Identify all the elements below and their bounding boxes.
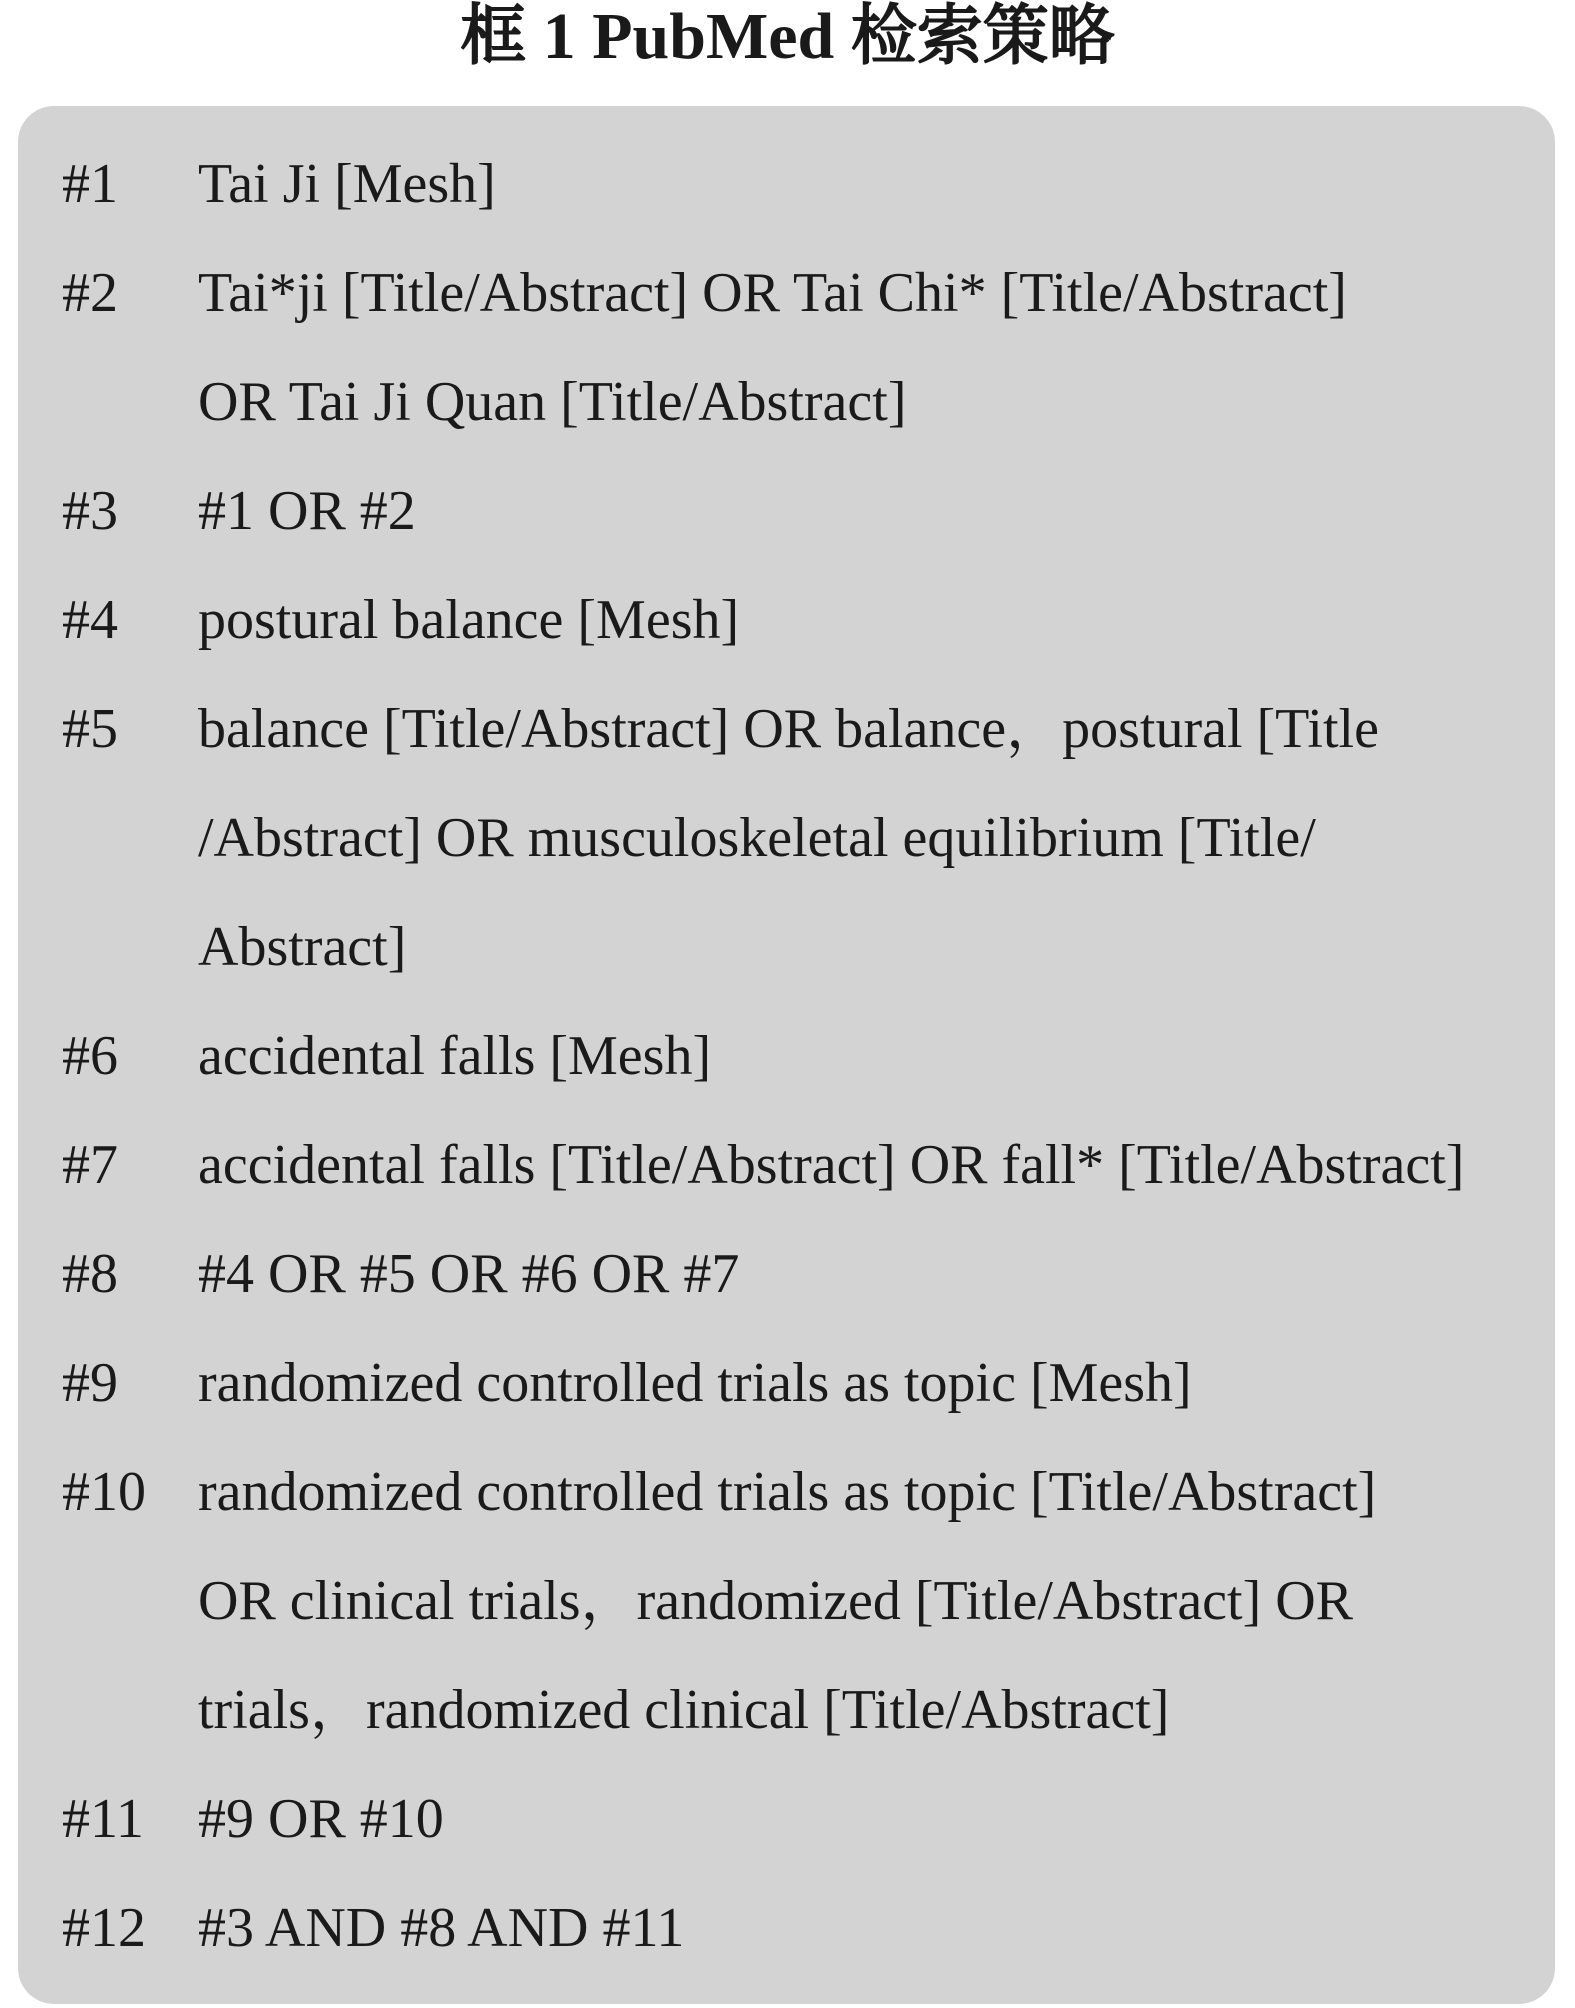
search-step [62, 1874, 1502, 1983]
search-step [62, 1765, 1502, 1874]
step-query: balance [Title/Abstract] OR balance，postural [Title /Abstract] OR musculoskeletal equilibrium [Title/ Abstract] [198, 698, 1379, 978]
search-step [62, 1111, 1502, 1220]
step-query: Tai*ji [Title/Abstract] OR Tai Chi* [Title/Abstract] OR Tai Ji Quan [Title/Abstract] [198, 262, 1347, 433]
step-number: #9 [62, 1352, 118, 1414]
step-number: #1 [62, 153, 118, 215]
step-query: accidental falls [Title/Abstract] OR fall* [Title/Abstract] [198, 1134, 1465, 1196]
search-step [62, 1002, 1502, 1111]
step-number: #10 [62, 1461, 146, 1523]
search-strategy-list [62, 130, 1502, 1983]
step-query: #1 OR #2 [198, 480, 416, 542]
step-query: Tai Ji [Mesh] [198, 153, 496, 215]
search-step [62, 1220, 1502, 1329]
box-title: 框 1 PubMed 检索策略 [460, 0, 1115, 73]
step-number: #4 [62, 589, 118, 651]
search-step [62, 1329, 1502, 1438]
step-number: #3 [62, 480, 118, 542]
step-query: #3 AND #8 AND #11 [198, 1897, 685, 1959]
step-number: #12 [62, 1897, 146, 1959]
step-number: #11 [62, 1788, 144, 1850]
search-step [62, 566, 1502, 675]
step-query: randomized controlled trials as topic [Title/Abstract] OR clinical trials，randomized [Title/Abstract] OR trials，randomized clinical [Title/Abstract] [198, 1461, 1377, 1741]
step-query: #4 OR #5 OR #6 OR #7 [198, 1243, 740, 1305]
search-step [62, 675, 1502, 1002]
search-step [62, 1438, 1502, 1765]
step-query: postural balance [Mesh] [198, 589, 740, 651]
step-number: #5 [62, 698, 118, 760]
step-query: #9 OR #10 [198, 1788, 444, 1850]
search-step [62, 239, 1502, 457]
step-query: randomized controlled trials as topic [Mesh] [198, 1352, 1192, 1414]
search-step [62, 457, 1502, 566]
step-number: #7 [62, 1134, 118, 1196]
search-step [62, 130, 1502, 239]
step-number: #2 [62, 262, 118, 324]
step-query: accidental falls [Mesh] [198, 1025, 712, 1087]
step-number: #8 [62, 1243, 118, 1305]
step-number: #6 [62, 1025, 118, 1087]
